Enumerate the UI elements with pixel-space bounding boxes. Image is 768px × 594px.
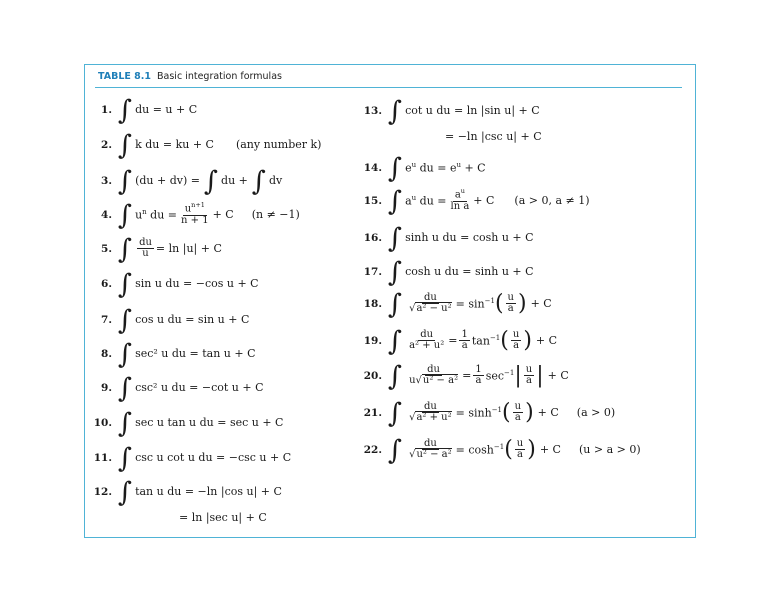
integral-sign: ∫ — [118, 130, 133, 161]
fraction: $\frac{du}{\text{√u² − a²}}$ — [409, 437, 452, 460]
formula-3: 3. ∫ (du + dv) = ∫ du + ∫ dv — [101, 166, 283, 197]
formula-12: 12. ∫ tan u du = −ln |cos u| + C — [93, 477, 282, 508]
formula-8: 8. ∫ sec² u du = tan u + C — [101, 339, 256, 370]
integral-sign: ∫ — [118, 408, 133, 439]
formula-11: 11. ∫ csc u cot u du = −csc u + C — [93, 443, 292, 474]
formula-13: 13. ∫ cot u du = ln |sin u| + C — [363, 96, 540, 127]
fraction: $\frac{du}{\text{u√u² − a²}}$ — [409, 363, 459, 386]
fraction: $\frac{du}{\text{√a² + u²}}$ — [409, 400, 452, 423]
integral-sign: ∫ — [388, 96, 403, 127]
integral-sign: ∫ — [251, 166, 266, 197]
integral-sign: ∫ — [388, 186, 403, 217]
fraction: $\frac{du}{\text{a² + u²}}$ — [409, 328, 445, 351]
formula-20: 20. ∫ $\frac{du}{\text{u√u² − a²}}$ = $\frac{1}{a}$ $\sec^{-1}$ | $\frac{u}{a}$ | + C — [363, 361, 569, 392]
formula-19: 19. ∫ $\frac{du}{\text{a² + u²}}$ = $\frac{1}{a}$ $\tan^{-1}$ ( $\frac{u}{a}$ ) + C — [363, 326, 558, 357]
integral-sign: ∫ — [203, 166, 219, 197]
fraction: $\frac{du}{\text{√a² − u²}}$ — [409, 291, 452, 314]
integral-sign: ∫ — [388, 289, 403, 320]
integral-sign: ∫ — [118, 443, 133, 474]
formula-4: 4. ∫ $u^n$ du = $\frac{u^{n+1}}{n + 1}$ + C (n ≠ −1) — [101, 200, 300, 231]
formula-14: 14. ∫ $e^u$ du = $e^u + C$ — [363, 153, 486, 184]
formula-6: 6. ∫ sin u du = −cos u + C — [101, 269, 259, 300]
fraction: $\frac{du}{u}$ — [139, 236, 152, 259]
formula-18: 18. ∫ $\frac{du}{\text{√a² − u²}}$ = $\sin^{-1}$ ( $\frac{u}{a}$ ) + C — [363, 289, 552, 320]
integral-sign: ∫ — [118, 339, 133, 370]
integral-sign: ∫ — [388, 326, 403, 357]
table-title: Basic integration formulas — [157, 71, 282, 82]
formula-9: 9. ∫ csc² u du = −cot u + C — [101, 373, 264, 404]
integral-sign: ∫ — [388, 361, 403, 392]
integral-sign: ∫ — [118, 269, 133, 300]
formula-17: 17. ∫ cosh u du = sinh u + C — [363, 257, 534, 288]
integral-sign: ∫ — [118, 166, 133, 197]
integral-sign: ∫ — [118, 200, 133, 231]
formula-16: 16. ∫ sinh u du = cosh u + C — [363, 223, 534, 254]
formula-5: 5. ∫ $\frac{du}{u}$ = ln |u| + C — [101, 234, 222, 265]
heading-rule — [95, 87, 682, 88]
formula-7: 7. ∫ cos u du = sin u + C — [101, 305, 250, 336]
formula-1: 1. ∫ du = u + C — [101, 95, 198, 126]
integral-sign: ∫ — [388, 153, 403, 184]
formula-12-continuation: = ln |sec u| + C — [179, 511, 267, 524]
formula-13-continuation: = −ln |csc u| + C — [445, 130, 542, 143]
integral-sign: ∫ — [118, 234, 133, 265]
formula-10: 10. ∫ sec u tan u du = sec u + C — [93, 408, 284, 439]
table-label: TABLE 8.1 — [98, 71, 152, 82]
integral-sign: ∫ — [118, 95, 133, 126]
integral-sign: ∫ — [388, 435, 403, 466]
formula-21: 21. ∫ $\frac{du}{\text{√a² + u²}}$ = $\sinh^{-1}$ ( $\frac{u}{a}$ ) + C (a > 0) — [363, 398, 616, 429]
integral-sign: ∫ — [118, 373, 133, 404]
formula-2: 2. ∫ k du = ku + C (any number k) — [101, 130, 322, 161]
formula-15: 15. ∫ $a^u$ du = $\frac{a^u}{\text{ln a}}$ + C (a > 0, a ≠ 1) — [363, 186, 590, 217]
integral-sign: ∫ — [118, 477, 133, 508]
integral-sign: ∫ — [388, 257, 403, 288]
integral-sign: ∫ — [388, 398, 403, 429]
fraction: $\frac{a^u}{\text{ln a}}$ — [450, 187, 470, 213]
table-heading — [98, 71, 282, 82]
integral-sign: ∫ — [118, 305, 133, 336]
fraction: $\frac{u^{n+1}}{n + 1}$ — [181, 201, 209, 227]
integral-sign: ∫ — [388, 223, 403, 254]
formula-22: 22. ∫ $\frac{du}{\text{√u² − a²}}$ = $\cosh^{-1}$ ( $\frac{u}{a}$ ) + C (u > a > 0) — [363, 435, 641, 466]
